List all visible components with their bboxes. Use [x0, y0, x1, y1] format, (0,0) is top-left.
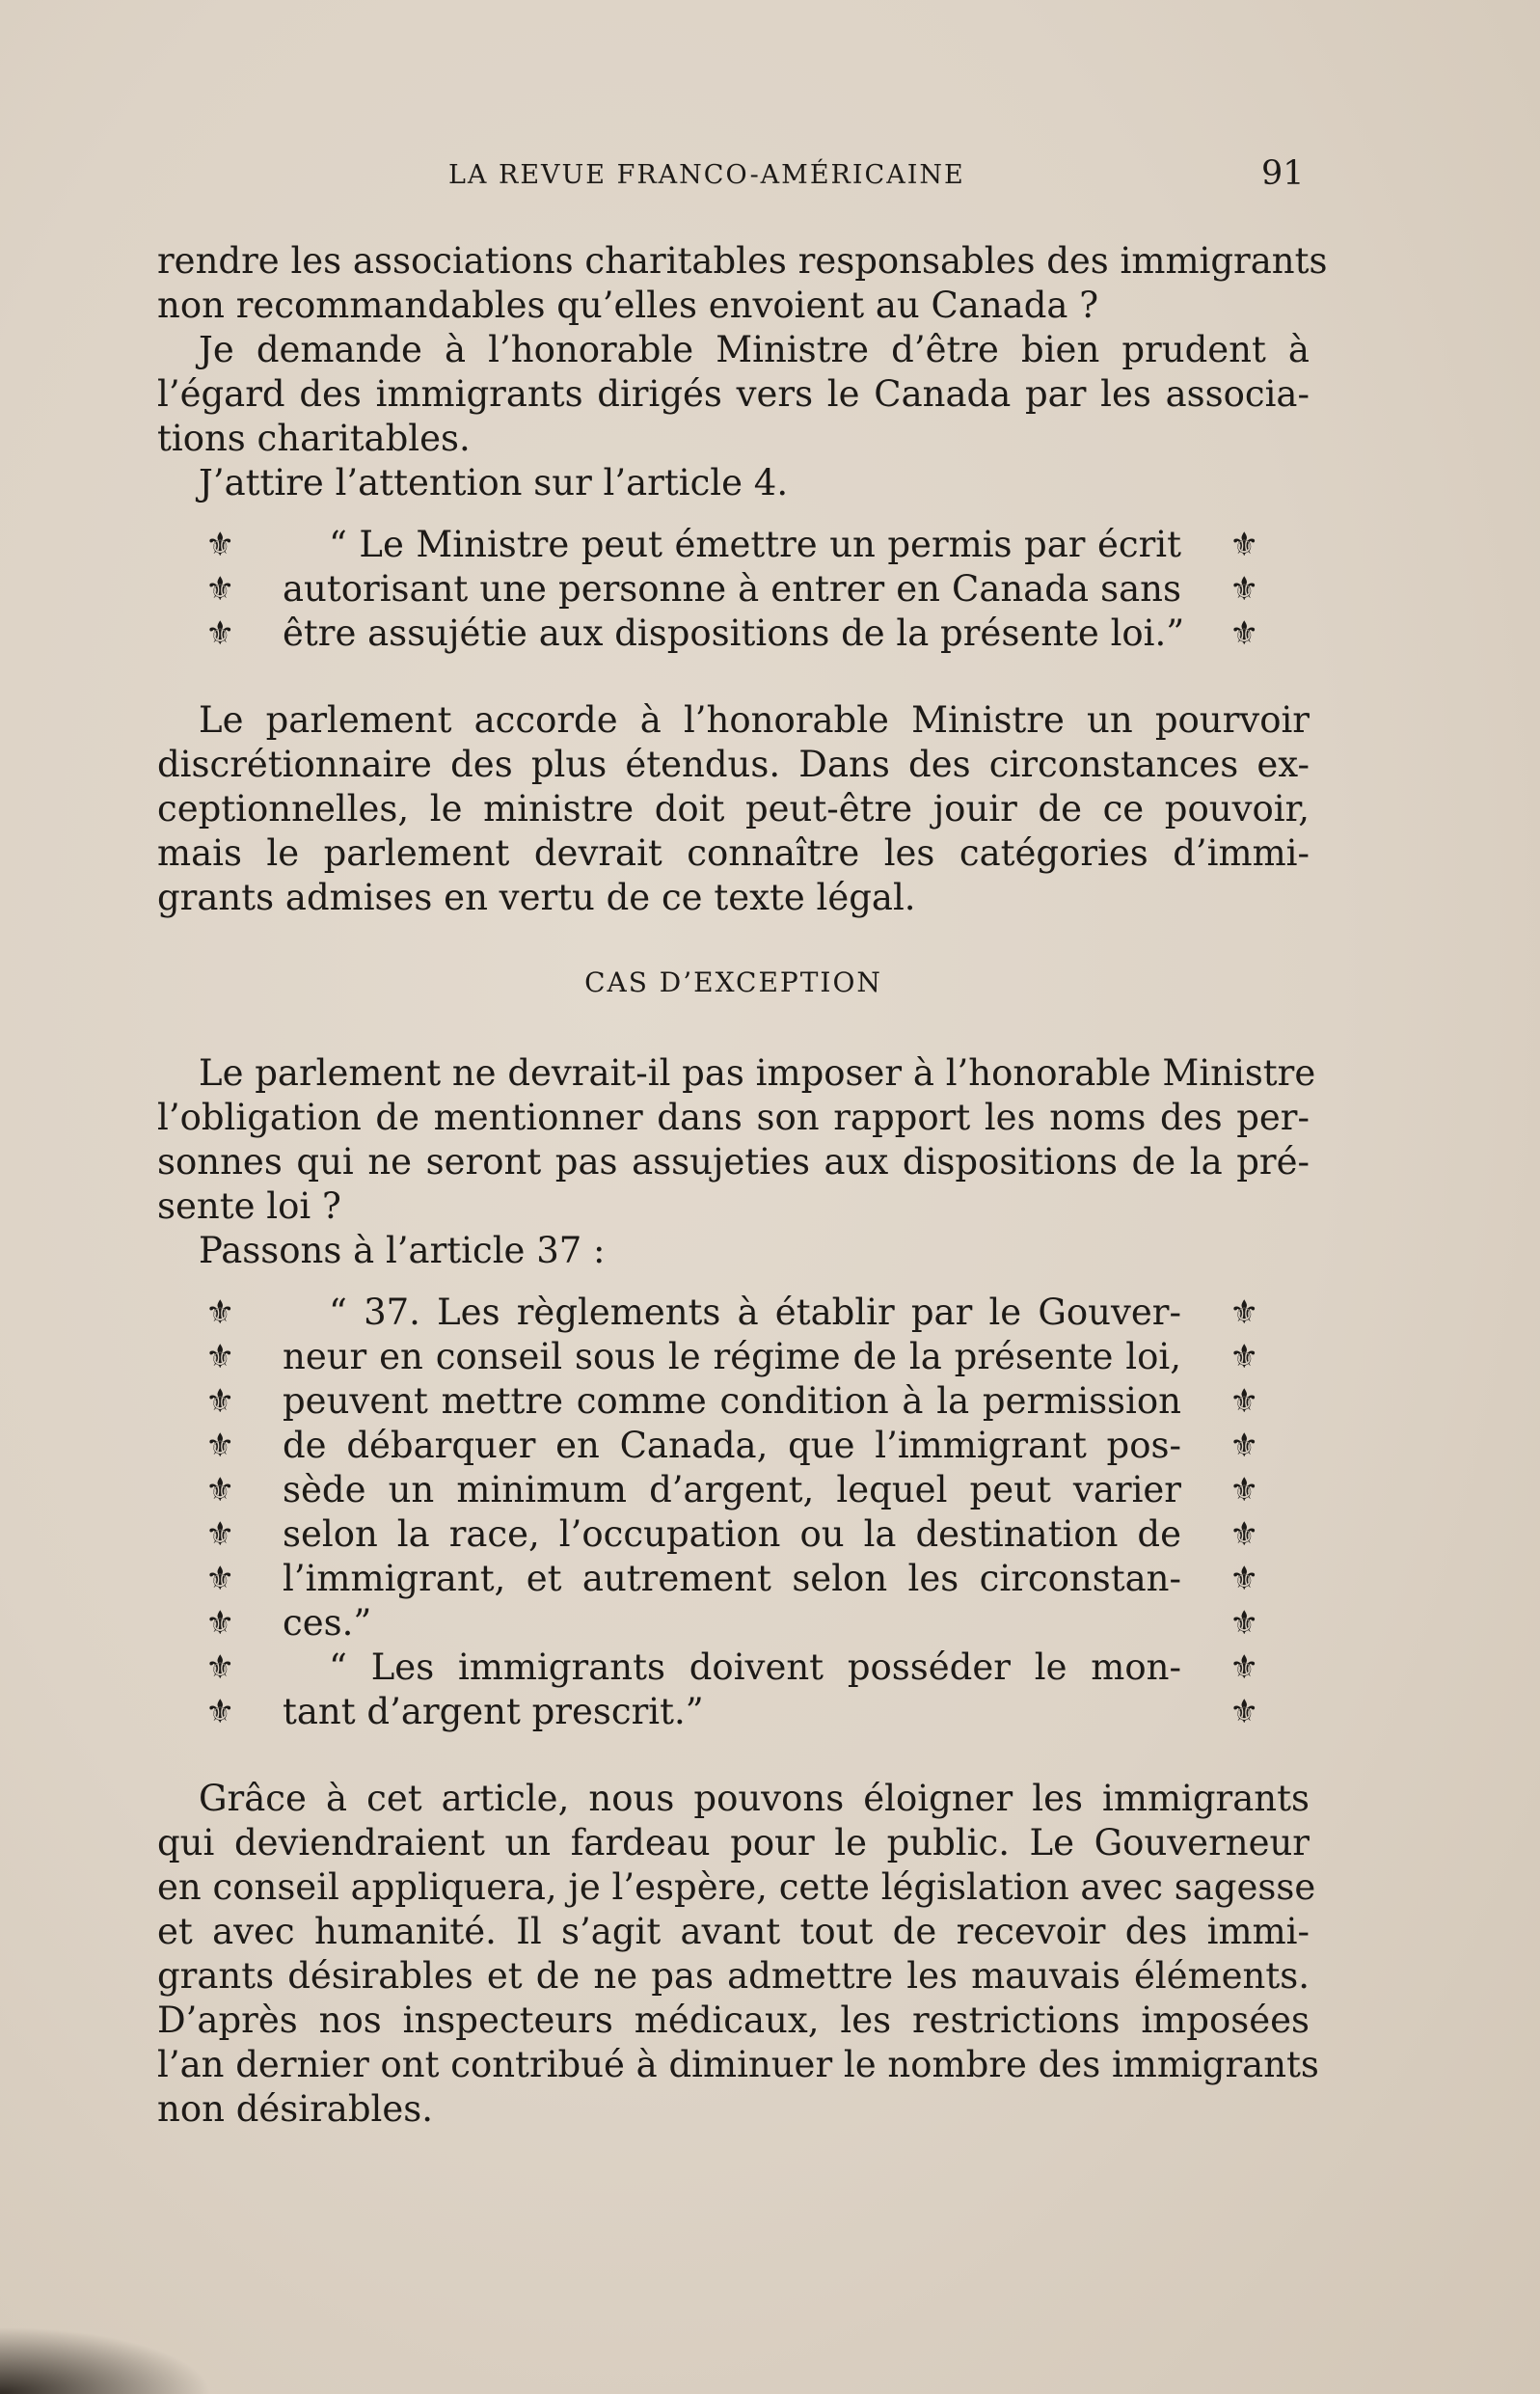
fleur-de-lis-icon: ⚜: [1229, 1427, 1259, 1465]
paragraph-5: [157, 1051, 1316, 1229]
fleur-de-lis-icon: ⚜: [205, 1648, 235, 1687]
quote-text: neur en conseil sous le régime de la présente loi,: [283, 1336, 1181, 1377]
fleur-de-lis-icon: ⚜: [205, 1293, 235, 1332]
quote-line: [157, 1424, 1310, 1468]
text-line: et avec humanité. Il s’agit avant tout de recevoir des immi-: [157, 1911, 1310, 1952]
paragraph-3: [157, 461, 1310, 505]
text-line: ceptionnelles, le ministre doit peut-être jouir de ce pouvoir,: [157, 788, 1310, 830]
fleur-de-lis-icon: ⚜: [1229, 1515, 1259, 1554]
text-line: l’obligation de mentionner dans son rapport les noms des per-: [157, 1097, 1310, 1138]
fleur-de-lis-icon: ⚜: [1229, 1382, 1259, 1421]
fleur-de-lis-icon: ⚜: [205, 1338, 235, 1376]
quote-line: [157, 1512, 1310, 1557]
text-line: non désirables.: [157, 2088, 434, 2130]
page-header: [0, 154, 1540, 212]
quote-text: l’immigrant, et autrement selon les circonstan-: [283, 1558, 1181, 1599]
quote-text: selon la race, l’occupation ou la destination de: [283, 1513, 1181, 1555]
running-title: LA REVUE FRANCO-AMÉRICAINE: [448, 160, 965, 190]
text-line: mais le parlement devrait connaître les catégories d’immi-: [157, 832, 1310, 874]
fleur-de-lis-icon: ⚜: [205, 1604, 235, 1643]
fleur-de-lis-icon: ⚜: [205, 570, 235, 609]
paragraph-4: [157, 698, 1310, 920]
quote-line: [157, 1291, 1310, 1335]
text-line: grants admises en vertu de ce texte légal.: [157, 877, 916, 918]
quote-text: tant d’argent prescrit.”: [283, 1691, 704, 1732]
text-line: Je demande à l’honorable Ministre d’être bien prudent à: [199, 329, 1310, 370]
text-line: discrétionnaire des plus étendus. Dans des circonstances ex-: [157, 744, 1310, 785]
text-line: l’égard des immigrants dirigés vers le Canada par les associa-: [157, 373, 1310, 415]
page-number: 91: [1261, 154, 1305, 193]
quote-line: [157, 1601, 1310, 1646]
quote-text: être assujétie aux dispositions de la présente loi.”: [283, 612, 1185, 654]
text-line: non recommandables qu’elles envoient au Canada ?: [157, 285, 1099, 326]
fleur-de-lis-icon: ⚜: [205, 614, 235, 653]
quote-text: “ 37. Les règlements à établir par le Gouver-: [329, 1292, 1181, 1333]
quote-text: “ Le Ministre peut émettre un permis par écrit: [329, 524, 1181, 565]
paragraph-1: [157, 239, 1328, 328]
page-corner-shadow: [0, 2326, 212, 2394]
fleur-de-lis-icon: ⚜: [205, 1471, 235, 1510]
text-line: Le parlement accorde à l’honorable Ministre un pourvoir: [199, 699, 1310, 741]
quote-line: [157, 1557, 1310, 1601]
fleur-de-lis-icon: ⚜: [1229, 570, 1259, 609]
fleur-de-lis-icon: ⚜: [1229, 526, 1259, 564]
text-line: sente loi ?: [157, 1185, 341, 1227]
text-line: sonnes qui ne seront pas assujeties aux dispositions de la pré-: [157, 1141, 1310, 1183]
quote-line: [157, 1468, 1310, 1512]
text-line: qui deviendraient un fardeau pour le public. Le Gouverneur: [157, 1822, 1310, 1864]
fleur-de-lis-icon: ⚜: [1229, 1560, 1259, 1598]
text-line: en conseil appliquera, je l’espère, cette législation avec sagesse: [157, 1866, 1316, 1908]
quote-line: [157, 1646, 1310, 1690]
fleur-de-lis-icon: ⚜: [205, 1427, 235, 1465]
quote-line: [157, 612, 1310, 656]
fleur-de-lis-icon: ⚜: [205, 1693, 235, 1731]
paragraph-6: [157, 1229, 1310, 1273]
quote-text: sède un minimum d’argent, lequel peut varier: [283, 1469, 1181, 1510]
fleur-de-lis-icon: ⚜: [1229, 1693, 1259, 1731]
fleur-de-lis-icon: ⚜: [1229, 1338, 1259, 1376]
fleur-de-lis-icon: ⚜: [1229, 1471, 1259, 1510]
text-line: grants désirables et de ne pas admettre les mauvais éléments.: [157, 1955, 1310, 1997]
text-line: Passons à l’article 37 :: [199, 1230, 606, 1271]
fleur-de-lis-icon: ⚜: [1229, 614, 1259, 653]
quote-article-4: [157, 523, 1310, 656]
quote-line: [157, 1335, 1310, 1379]
section-heading: CAS D’EXCEPTION: [584, 966, 882, 998]
body-text: [157, 239, 1328, 2132]
fleur-de-lis-icon: ⚜: [1229, 1293, 1259, 1332]
fleur-de-lis-icon: ⚜: [205, 1515, 235, 1554]
text-line: Le parlement ne devrait-il pas imposer à l’honorable Ministre: [199, 1052, 1316, 1094]
fleur-de-lis-icon: ⚜: [1229, 1648, 1259, 1687]
quote-line: [157, 523, 1310, 567]
text-line: l’an dernier ont contribué à diminuer le nombre des immigrants: [157, 2044, 1319, 2085]
fleur-de-lis-icon: ⚜: [205, 1560, 235, 1598]
paragraph-2: [157, 328, 1310, 461]
quote-text: de débarquer en Canada, que l’immigrant pos-: [283, 1425, 1181, 1466]
fleur-de-lis-icon: ⚜: [1229, 1604, 1259, 1643]
quote-text: autorisant une personne à entrer en Canada sans: [283, 568, 1181, 610]
quote-text: peuvent mettre comme condition à la permission: [283, 1380, 1181, 1422]
paragraph-7: [157, 1777, 1319, 2132]
fleur-de-lis-icon: ⚜: [205, 1382, 235, 1421]
text-line: tions charitables.: [157, 418, 471, 459]
quote-text: “ Les immigrants doivent posséder le mon-: [329, 1646, 1181, 1688]
text-line: rendre les associations charitables responsables des immigrants: [157, 240, 1328, 282]
text-line: J’attire l’attention sur l’article 4.: [199, 462, 789, 503]
fleur-de-lis-icon: ⚜: [205, 526, 235, 564]
quote-article-37: [157, 1291, 1310, 1734]
quote-line: [157, 567, 1310, 612]
quote-line: [157, 1379, 1310, 1424]
quote-line: [157, 1690, 1310, 1734]
text-line: D’après nos inspecteurs médicaux, les restrictions imposées: [157, 2000, 1310, 2041]
text-line: Grâce à cet article, nous pouvons éloigner les immigrants: [199, 1778, 1310, 1819]
quote-text: ces.”: [283, 1602, 372, 1644]
